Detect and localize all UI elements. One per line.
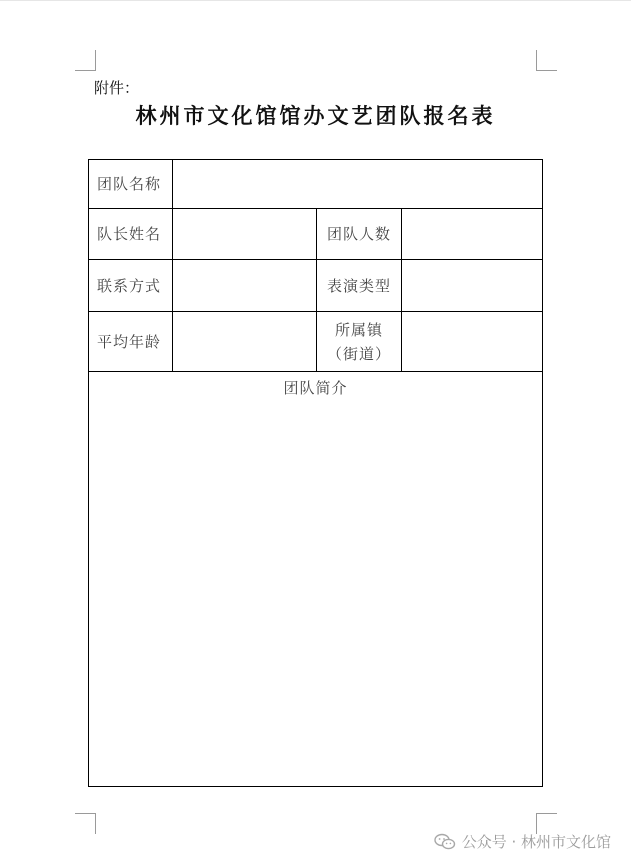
town-label-line2: （街道） (326, 344, 391, 363)
contact-field[interactable] (173, 260, 316, 311)
contact-label: 联系方式 (97, 276, 162, 295)
team-name-field[interactable] (173, 160, 542, 208)
average-age-field[interactable] (173, 312, 316, 371)
page-top-border (0, 0, 631, 1)
intro-label: 团队简介 (283, 379, 348, 397)
registration-form-table (88, 159, 543, 787)
document-title: 林州市文化馆馆办文艺团队报名表 (135, 103, 496, 128)
town-label-line1: 所属镇 (334, 320, 383, 339)
performance-type-label: 表演类型 (326, 276, 391, 295)
performance-type-field[interactable] (402, 260, 542, 311)
margin-corner-bottom-left (75, 813, 96, 834)
margin-corner-top-right (536, 50, 557, 71)
attachment-label: 附件： (94, 79, 140, 97)
town-label (317, 312, 401, 371)
average-age-label: 平均年龄 (97, 332, 162, 351)
intro-field[interactable] (89, 404, 542, 786)
member-count-label: 团队人数 (326, 225, 391, 243)
team-name-label: 团队名称 (97, 175, 162, 193)
watermark-text: 公众号 · 林州市文化馆 (461, 833, 611, 851)
member-count-field[interactable] (402, 209, 542, 259)
leader-name-label: 队长姓名 (97, 225, 162, 243)
source-watermark (434, 831, 611, 852)
leader-name-field[interactable] (173, 209, 316, 259)
town-field[interactable] (402, 312, 542, 371)
wechat-icon (434, 833, 456, 851)
margin-corner-top-left (75, 50, 96, 71)
